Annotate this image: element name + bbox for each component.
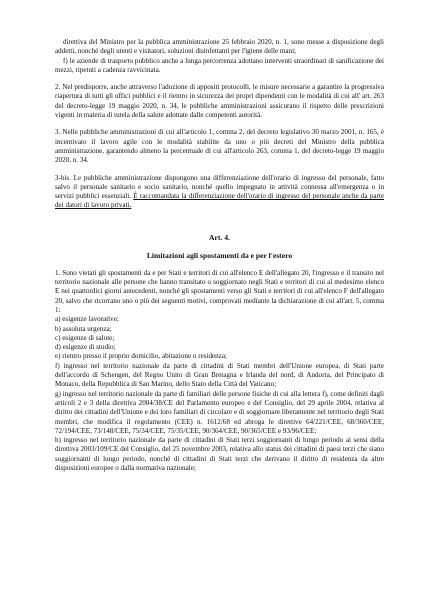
list-item: e) rientro presso il proprio domicilio, abitazione o residenza; [55,352,227,361]
list-item: f) ingresso nel territorio nazionale da parte di cittadini di Stati membri dell'Unione europea, di Stati parte dell'accordo di Schengen, del Regno Unito di Gran Bretagna e Irlanda del nord, di Andorra, del Principato di Monaco, della Repubblica di San Marino, dello Stato della Città del Vaticano; [55,361,384,389]
list-item: c) esigenze di salute; [55,333,115,342]
list-item: g) ingresso nel territorio nazionale da parte di familiari delle persone fisiche di cui alla lettera f), come definiti dagli articoli 2 e 3 della direttiva 2004/38/CE del Parlamento europeo e del Consiglio, del 29 aprile 2004, relativa al diritto dei cittadini dell'Unione e dei loro familiari di circolare e di soggiornare liberamente nel territorio degli Stati membri, che modifica il regolamento (CEE) n. 1612/68 ed abroga le direttive 64/221/CEE, 68/360/CEE, 72/194/CEE, 73/148/CEE, 75/34/CEE, 75/35/CEE, 90/364/CEE, 90/365/CEE e 93/96/CEE; [55,389,384,435]
reasons-list [55,315,384,473]
list-item: d) esigenze di studio; [55,343,116,352]
paragraph-3bis-underlined: È raccomandata la differenziazione dell'orario di ingresso del personale anche da parte dei datori di lavoro privati. [55,192,384,210]
list-item: h) ingresso nel territorio nazionale da parte di cittadini di Stati terzi soggiornanti di lungo periodo ai sensi della direttiva 2003/109/CE del Consiglio, del 25 novembre 2003, relativa allo status dei cittadini di paesi terzi che siano soggiornanti di lungo periodo, nonché di cittadini di Stati terzi che derivano il diritto di residenza da altre disposizioni europee o dalla normativa nazionale; [55,436,384,472]
paragraph-3-smart-working: 3. Nelle pubbliche amministrazioni di cui all'articolo 1, comma 2, del decreto legislativo 30 marzo 2001, n. 165, è incentivato il lavoro agile con le modalità stabilite da uno o più decreti del Ministro della pubblica amministrazione, garantendo almeno la percentuale di cui all'articolo 263, comma 1, del decreto-legge 19 maggio 2020, n. 34. [55,128,384,165]
article-title: Limitazioni agli spostamenti da e per l'estero [146,250,293,260]
paragraph-2-reopening: 2. Nel predisporre, anche attraverso l'adozione di appositi protocolli, le misure necessarie a garantire la progressiva riapertura di tutti gli uffici pubblici e il rientro in sicurezza dei propri dipendenti con le modalità di cui all' art. 263 del decreto-legge 19 maggio 2020, n. 34, le pubbliche amministrazioni assicurano il rispetto delle prescrizioni vigenti in materia di tutela della salute adottate dalle competenti autorità. [55,83,384,120]
paragraph-item-f-transport: f) le aziende di trasporto pubblico anche a lunga percorrenza adottano interventi straordinari di sanificazione dei mezzi, ripetuti a cadenza ravvicinata. [55,56,384,74]
paragraph-3bis-entry-times [55,174,384,211]
list-item: b) assoluta urgenza; [55,324,112,333]
article-number: Art. 4. [209,232,230,242]
paragraph-directive-continuation: direttiva del Ministro per la pubblica amministrazione 25 febbraio 2020, n. 1, sono messe a disposizione degli addetti, nonché degli utenti e visitatori, soluzioni disinfettanti per l'igiene delle mani; [55,38,384,56]
article-intro-paragraph: 1. Sono vietati gli spostamenti da e per Stati e territori di cui all'elenco E dell'allegato 20, l'ingresso e il transito nel territorio nazionale alle persone che hanno transitato o soggiornato negli Stati e territori di cui al medesimo elenco E nei quattordici giorni antecedenti, nonché gli spostamenti verso gli Stati e territori di cui all'elenco F dell'allegato 20, salvo che ricorrano uno o più dei seguenti motivi, comprovati mediante la dichiarazione di cui all'art. 5, comma 1: [55,268,384,314]
list-item: a) esigenze lavorative; [55,315,119,324]
paragraph-3bis-text: 3-bis. Le pubbliche amministrazione dispongono una differenziazione dell'orario di ingresso del personale, fatto salvo il personale sanitario e socio sanitario, nonché quello impegnato in attività connessa all'emergenza o in servizi pubblici essenziali. [55,173,384,201]
